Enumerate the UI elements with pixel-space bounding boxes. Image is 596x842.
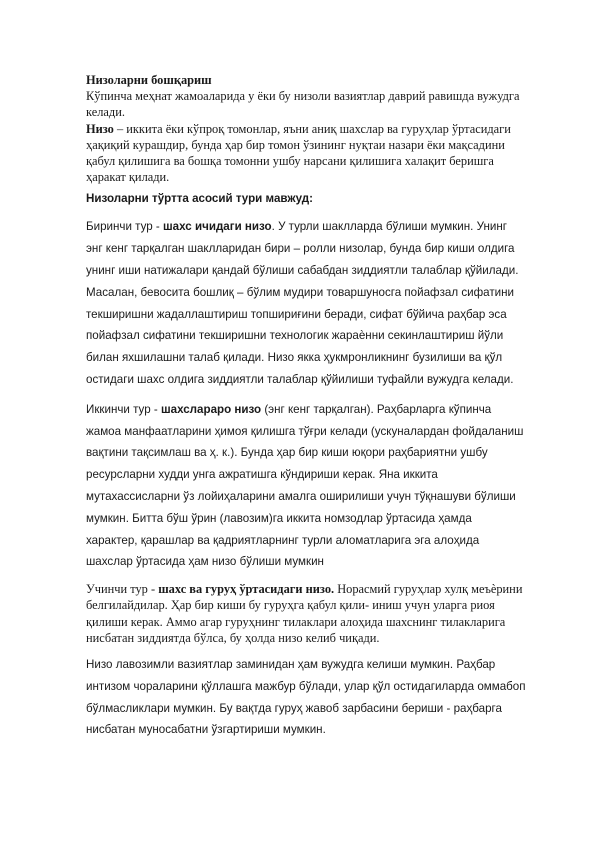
intro-text: Кўпинча меҳнат жамоаларида у ёки бу низоли вазиятлар даврий равишда вужудга келади. — [86, 89, 520, 120]
intro-paragraph — [86, 72, 526, 185]
definition-term: Низо — [86, 121, 114, 136]
type1-prefix: Биринчи тур - — [86, 220, 164, 234]
type2-name: шахслараро низо — [160, 402, 262, 416]
type2-text: (энг кенг тарқалган). Раҳбарларга кўпинча жамоа манфаатларини ҳимоя қилишга тўғри келади (ускуналардан фойдаланиш вақтини тақсимлаш ва ҳ. к.). Бунда ҳар бир киши юқори раҳбариятни ушбу ресурсларни худди унга ажратишга кўндириши керак. Яна иккита мутахассисларни ўз лойиҳаларини амалга оширилиши учун тўқнашуви бўлиши мумкин. Битта бўш ўрин (лавозим)га иккита номзодлар ўртасида ҳамда характер, қарашлар ва қадриятларнинг турли аломатларига эга алоҳида шахслар ўртасида ҳам низо бўлиши мумкин — [86, 402, 524, 569]
type3-text: Норасмий гуруҳлар хулқ меъѐрини белгилайдилар. Ҳар бир киши бу гуруҳга қабул қили- иниш учун уларга риоя қилиши керак. Аммо агар гуруҳнинг тилаклари алоҳида шахснинг тилакларига нисбатан зиддиятда бўлса, бу ҳолда низо келиб чиқади. — [86, 582, 523, 645]
definition-text: – иккита ёки кўпроқ томонлар, яъни аниқ шахслар ва гуруҳлар ўртасидаги ҳақиқий курашдир, бунда ҳар бир томон ўзининг нуқтаи назари ёки мақсадини қабул қилишига ва бошқа томонни ушбу нарсани қилишига халақит беришга ҳаракат қилади. — [86, 121, 511, 185]
type3-prefix: Учинчи тур - — [86, 582, 159, 597]
closing-paragraph — [86, 654, 526, 741]
types-heading — [86, 190, 526, 208]
type2-prefix: Иккинчи тур - — [86, 402, 161, 416]
document-title: Низоларни бошқариш — [86, 73, 212, 87]
types-heading-text: Низоларни тўртта асосий тури мавжуд: — [86, 192, 313, 206]
document-page — [86, 72, 526, 741]
type2-paragraph — [86, 399, 526, 573]
type1-paragraph — [86, 216, 526, 390]
type3-name: шахс ва гуруҳ ўртасидаги низо. — [158, 582, 335, 597]
closing-text: Низо лавозимли вазиятлар заминидан ҳам вужудга келиши мумкин. Раҳбар интизом чораларини қўллашга мажбур бўлади, улар қўл остидагиларда оммабоп бўлмасликлари мумкин. Бу вақтда гуруҳ жавоб зарбасини бериши - раҳбарга нисбатан муносабатни ўзгартириши мумкин. — [86, 657, 526, 737]
type1-text: . У турли шаклларда бўлиши мумкин. Унинг энг кенг тарқалган шаклларидан бири – ролли низолар, бунда бир киши олдига унинг иши натижалари қандай бўлиши сабабдан зиддиятли талаблар қўйилади. Масалан, бевосита бошлиқ – бўлим мудири товаршуносга пойафзал сифатини текширишни жадаллаштириш топшириғини беради, сифат бўйича раҳбар эса пойафзал сифатини текширишни технологик жараѐнни секинлаштириш йўли билан яхшилашни талаб қилади. Низо якка ҳукмронликнинг бузилиши ва қўл остидаги шахс олдига зиддиятли талаблар қўйилиши туфайли вужудга келади. — [86, 220, 519, 386]
type3-paragraph — [86, 581, 526, 646]
type1-name: шахс ичидаги низо — [163, 220, 272, 234]
